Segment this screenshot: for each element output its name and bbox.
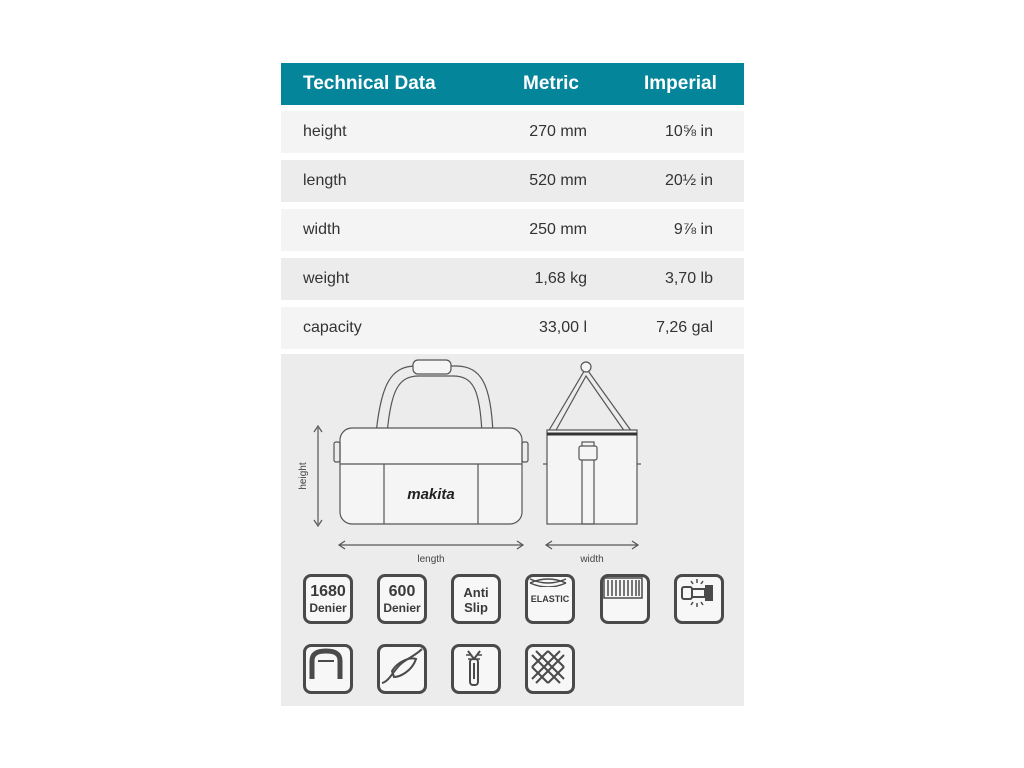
icon-text-line1: ELASTIC: [530, 593, 570, 604]
icon-text-line1: 1680: [310, 583, 346, 600]
header-technical-data: Technical Data: [303, 73, 436, 94]
table-row: [281, 160, 744, 202]
front-bag-body: [340, 428, 522, 524]
icon-text-line1: Anti: [463, 585, 489, 600]
row-label: capacity: [303, 319, 362, 336]
mesh-icon: [525, 644, 575, 694]
zipper-glyph: [454, 647, 494, 687]
anti-slip-icon: [451, 574, 501, 624]
side-bag-body: [547, 430, 637, 524]
header-imperial: Imperial: [644, 73, 717, 94]
bag-drawing-panel: [281, 354, 744, 706]
icon-text-line2: Slip: [464, 600, 488, 615]
row-imperial: 7,26 gal: [656, 319, 713, 336]
row-label: width: [303, 221, 341, 238]
strip-glyph: [603, 577, 643, 599]
zipper-icon: [451, 644, 501, 694]
mesh-glyph: [528, 647, 568, 687]
table-row: [281, 111, 744, 153]
header-metric: Metric: [523, 73, 579, 94]
row-imperial: 3,70 lb: [664, 270, 713, 287]
row-label: weight: [303, 270, 350, 287]
row-metric: 270 mm: [529, 123, 587, 140]
length-label: length: [417, 554, 445, 565]
table-row: [281, 209, 744, 251]
shoulder-strap-icon: [377, 644, 427, 694]
icon-text-line2: Denier: [383, 601, 421, 615]
denier-1680-icon: [303, 574, 353, 624]
icon-text-line1: 600: [388, 583, 416, 600]
icon-text-line2: Denier: [309, 601, 347, 615]
handle-glyph: [306, 647, 346, 681]
row-imperial: 9⅞ in: [673, 221, 713, 238]
row-label: height: [303, 123, 347, 140]
strap-glyph: [380, 647, 424, 687]
row-metric: 520 mm: [529, 172, 587, 189]
row-imperial: 20½ in: [664, 172, 713, 189]
elastic-icon: [525, 574, 575, 624]
row-metric: 250 mm: [529, 221, 587, 238]
width-label: width: [580, 554, 604, 565]
technical-data-table: [281, 63, 744, 349]
height-label: height: [298, 462, 309, 490]
brand-logo: makita: [407, 486, 455, 503]
row-metric: 1,68 kg: [534, 270, 587, 287]
table-row: [281, 258, 744, 300]
buckle-glyph: [677, 577, 717, 607]
reinforced-strip-icon: [600, 574, 650, 624]
row-label: length: [303, 172, 347, 189]
denier-600-icon: [377, 574, 427, 624]
buckle-icon: [674, 574, 724, 624]
table-header: [281, 63, 744, 105]
row-metric: 33,00 l: [538, 319, 587, 336]
handle-grip: [413, 360, 451, 374]
padded-handle-icon: [303, 644, 353, 694]
table-row: [281, 307, 744, 349]
row-imperial: 10⅝ in: [664, 123, 713, 140]
elastic-wave-bottom: [528, 577, 568, 587]
